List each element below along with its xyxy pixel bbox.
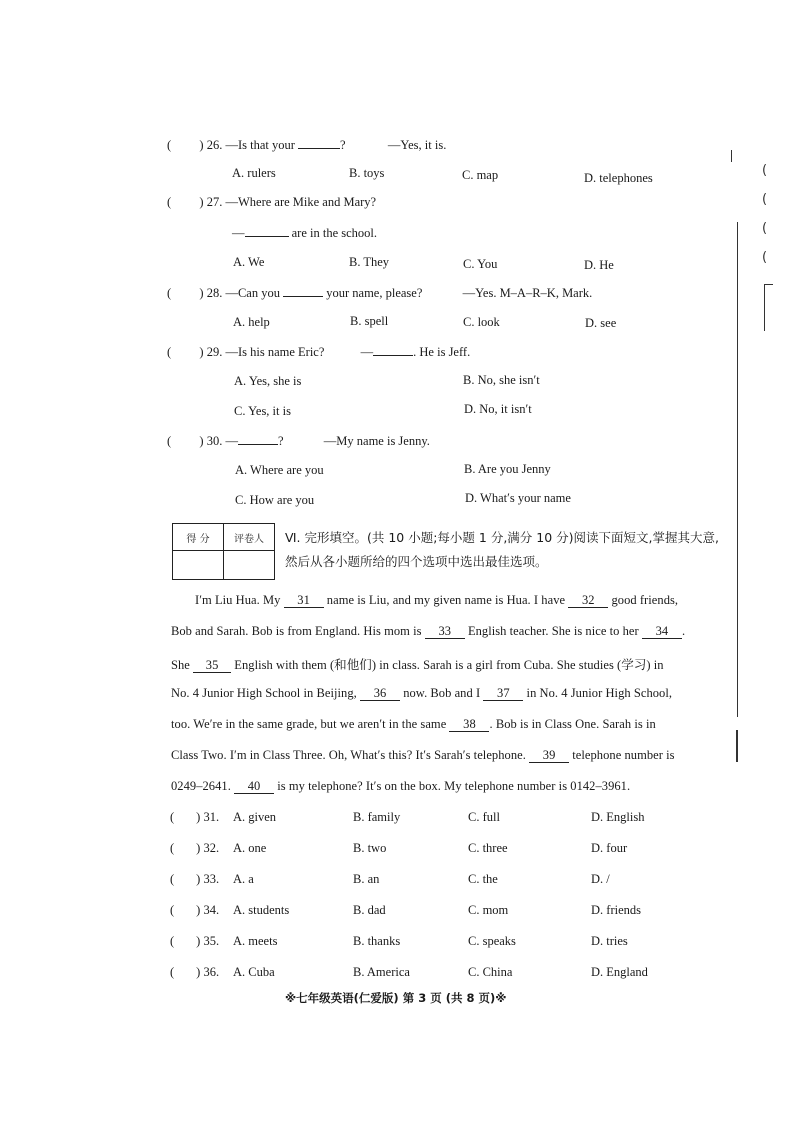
answer-paren-open: (: [167, 345, 172, 359]
passage-text: .: [681, 624, 686, 638]
passage-line-6: [171, 748, 675, 763]
cloze-item-row: [170, 841, 219, 856]
option-b: B. thanks: [353, 934, 401, 948]
answer-paren-close: ): [196, 841, 201, 855]
passage-text: Class Two. I′m in Class Three. Oh, What′s this? It′s Sarah′s telephone.: [171, 748, 526, 762]
fill-blank: [238, 433, 278, 445]
option-c: C. three: [468, 841, 508, 855]
question-text: —Where are Mike and Mary?: [225, 195, 377, 209]
option-d: D. He: [584, 258, 614, 272]
answer-paren-open: (: [170, 872, 175, 886]
option-d: D. see: [585, 316, 617, 330]
option-b: B. toys: [349, 166, 385, 180]
answer-paren-close: ): [196, 872, 201, 886]
answer-paren-open: (: [167, 434, 172, 448]
dash: —: [360, 345, 374, 359]
edge-rule: [737, 222, 738, 717]
option-b: B. an: [353, 872, 380, 886]
option-d: D. What′s your name: [465, 491, 571, 505]
passage-line-5: [171, 717, 656, 732]
option-b: B. They: [349, 255, 390, 269]
fill-blank: [298, 137, 340, 149]
answer-text: —Yes. M–A–R–K, Mark.: [462, 286, 593, 300]
question-number: 26.: [206, 138, 223, 152]
passage-text: name is Liu, and my given name is Hua. I have: [326, 593, 566, 607]
passage-text: 0249–2641.: [171, 779, 231, 793]
dash: —: [225, 434, 238, 448]
answer-paren-close: ): [196, 903, 201, 917]
blank-34: 34: [642, 625, 682, 639]
cloze-item-row: [170, 934, 219, 949]
fill-blank: [245, 225, 289, 237]
option-a: A. Cuba: [233, 965, 275, 979]
question-number: 28.: [206, 286, 223, 300]
answer-paren-close: ): [196, 810, 201, 824]
question-number: 32.: [203, 841, 220, 855]
question-text: your name, please?: [326, 286, 423, 300]
option-d: D. tries: [591, 934, 628, 948]
option-b: B. two: [353, 841, 387, 855]
edge-paren: (: [762, 250, 768, 265]
blank-35: 35: [193, 659, 231, 673]
option-b: B. America: [353, 965, 410, 979]
passage-text: too. We′re in the same grade, but we aren′t in the same: [171, 717, 447, 731]
option-a: A. rulers: [232, 166, 276, 180]
page-footer: ※七年级英语(仁爱版) 第 3 页 (共 8 页)※: [285, 991, 507, 1005]
section-heading: Ⅵ. 完形填空。(共 10 小题;每小题 1 分,满分 10 分)阅读下面短文,掌握其大意,然后从各小题所给的四个选项中选出最佳选项。: [285, 530, 719, 569]
answer-paren-close: ): [196, 934, 201, 948]
grader-header: 评卷人: [224, 524, 275, 551]
option-b: B. spell: [350, 314, 389, 328]
passage-line-7: [171, 779, 630, 794]
option-d: D. No, it isn′t: [464, 402, 532, 416]
dash: —: [232, 226, 245, 240]
option-d: D. /: [591, 872, 610, 886]
option-d: D. four: [591, 841, 628, 855]
option-b: B. dad: [353, 903, 386, 917]
question-number: 31.: [203, 810, 220, 824]
question-27-line2: [232, 225, 377, 241]
answer-text: —My name is Jenny.: [323, 434, 430, 448]
blank-38: 38: [449, 718, 489, 732]
fill-blank: [283, 285, 323, 297]
question-number: 33.: [203, 872, 220, 886]
answer-paren-open: (: [170, 903, 175, 917]
answer-text: —Yes, it is.: [387, 138, 447, 152]
question-number: 36.: [203, 965, 220, 979]
option-c: C. China: [468, 965, 513, 979]
cloze-item-row: [170, 810, 219, 825]
passage-line-1: [195, 593, 678, 608]
question-text: —Can you: [225, 286, 280, 300]
answer-text: . He is Jeff.: [413, 345, 471, 359]
option-c: C. How are you: [235, 493, 315, 507]
question-29: [167, 344, 470, 360]
passage-text: telephone number is: [572, 748, 675, 762]
option-c: C. Yes, it is: [234, 404, 291, 418]
option-d: D. telephones: [584, 171, 653, 185]
question-text: —Is that your: [225, 138, 295, 152]
question-28: [167, 285, 592, 301]
option-b: B. family: [353, 810, 401, 824]
answer-paren-open: (: [170, 841, 175, 855]
blank-39: 39: [529, 749, 569, 763]
blank-31: 31: [284, 594, 324, 608]
blank-37: 37: [483, 687, 523, 701]
question-number: 30.: [206, 434, 223, 448]
answer-paren-open: (: [167, 195, 172, 209]
option-a: A. given: [233, 810, 277, 824]
passage-text: No. 4 Junior High School in Beijing,: [171, 686, 357, 700]
option-c: C. mom: [468, 903, 509, 917]
question-number: 27.: [206, 195, 223, 209]
score-cell[interactable]: [173, 551, 224, 580]
passage-text: English teacher. She is nice to her: [467, 624, 639, 638]
passage-text: I′m Liu Hua. My: [195, 593, 281, 607]
cloze-item-row: [170, 965, 219, 980]
option-a: A. one: [233, 841, 267, 855]
answer-paren-close: ): [199, 138, 204, 152]
option-c: C. the: [468, 872, 498, 886]
grader-cell[interactable]: [224, 551, 275, 580]
option-c: C. full: [468, 810, 500, 824]
answer-paren-close: ): [199, 195, 204, 209]
blank-40: 40: [234, 780, 274, 794]
question-text: are in the school.: [291, 226, 378, 240]
edge-paren: (: [762, 163, 768, 178]
fill-blank: [373, 344, 413, 356]
option-a: A. a: [233, 872, 254, 886]
passage-text: is my telephone? It′s on the box. My telephone number is 0142–3961.: [277, 779, 631, 793]
score-header: 得 分: [173, 524, 224, 551]
question-number: 29.: [206, 345, 223, 359]
cloze-item-row: [170, 903, 219, 918]
option-c: C. map: [462, 168, 499, 182]
edge-rule: [731, 150, 732, 162]
option-a: A. Yes, she is: [234, 374, 302, 388]
option-a: A. We: [233, 255, 265, 269]
edge-paren: (: [762, 192, 768, 207]
option-d: D. England: [591, 965, 648, 979]
question-text: ?: [340, 138, 346, 152]
option-d: D. friends: [591, 903, 641, 917]
question-text: ?: [277, 434, 284, 448]
answer-paren-close: ): [199, 434, 204, 448]
answer-paren-open: (: [167, 286, 172, 300]
answer-paren-close: ): [199, 286, 204, 300]
question-text: —Is his name Eric?: [225, 345, 325, 359]
passage-text: in No. 4 Junior High School,: [526, 686, 673, 700]
option-d: D. English: [591, 810, 645, 824]
passage-line-2: [171, 624, 685, 639]
option-a: A. help: [233, 315, 270, 329]
passage-line-4: [171, 686, 672, 701]
passage-text: . Bob is in Class One. Sarah is in: [489, 717, 656, 731]
option-b: B. No, she isn′t: [463, 373, 540, 387]
cloze-item-row: [170, 872, 219, 887]
blank-33: 33: [425, 625, 465, 639]
question-26: [167, 137, 446, 153]
answer-paren-open: (: [170, 965, 175, 979]
question-number: 35.: [203, 934, 220, 948]
edge-paren: (: [762, 221, 768, 236]
option-c: C. look: [463, 315, 500, 329]
option-a: A. Where are you: [235, 463, 324, 477]
score-table: [172, 523, 275, 580]
question-30: [167, 433, 430, 449]
answer-paren-close: ): [199, 345, 204, 359]
option-b: B. Are you Jenny: [464, 462, 551, 476]
passage-text: English with them (和他们) in class. Sarah is a girl from Cuba. She studies (学习) in: [234, 658, 664, 672]
passage-text: Bob and Sarah. Bob is from England. His mom is: [171, 624, 422, 638]
passage-text: She: [171, 658, 190, 672]
blank-32: 32: [568, 594, 608, 608]
answer-paren-open: (: [167, 138, 172, 152]
passage-text: now. Bob and I: [403, 686, 481, 700]
question-27: [167, 195, 376, 210]
passage-text: good friends,: [611, 593, 679, 607]
option-a: A. meets: [233, 934, 278, 948]
answer-paren-open: (: [170, 934, 175, 948]
answer-paren-close: ): [196, 965, 201, 979]
edge-bracket: [764, 284, 773, 331]
option-c: C. speaks: [468, 934, 516, 948]
blank-36: 36: [360, 687, 400, 701]
answer-paren-open: (: [170, 810, 175, 824]
question-number: 34.: [203, 903, 220, 917]
option-a: A. students: [233, 903, 290, 917]
option-c: C. You: [463, 257, 498, 271]
edge-rule: [736, 730, 738, 762]
passage-line-3: [171, 655, 664, 673]
